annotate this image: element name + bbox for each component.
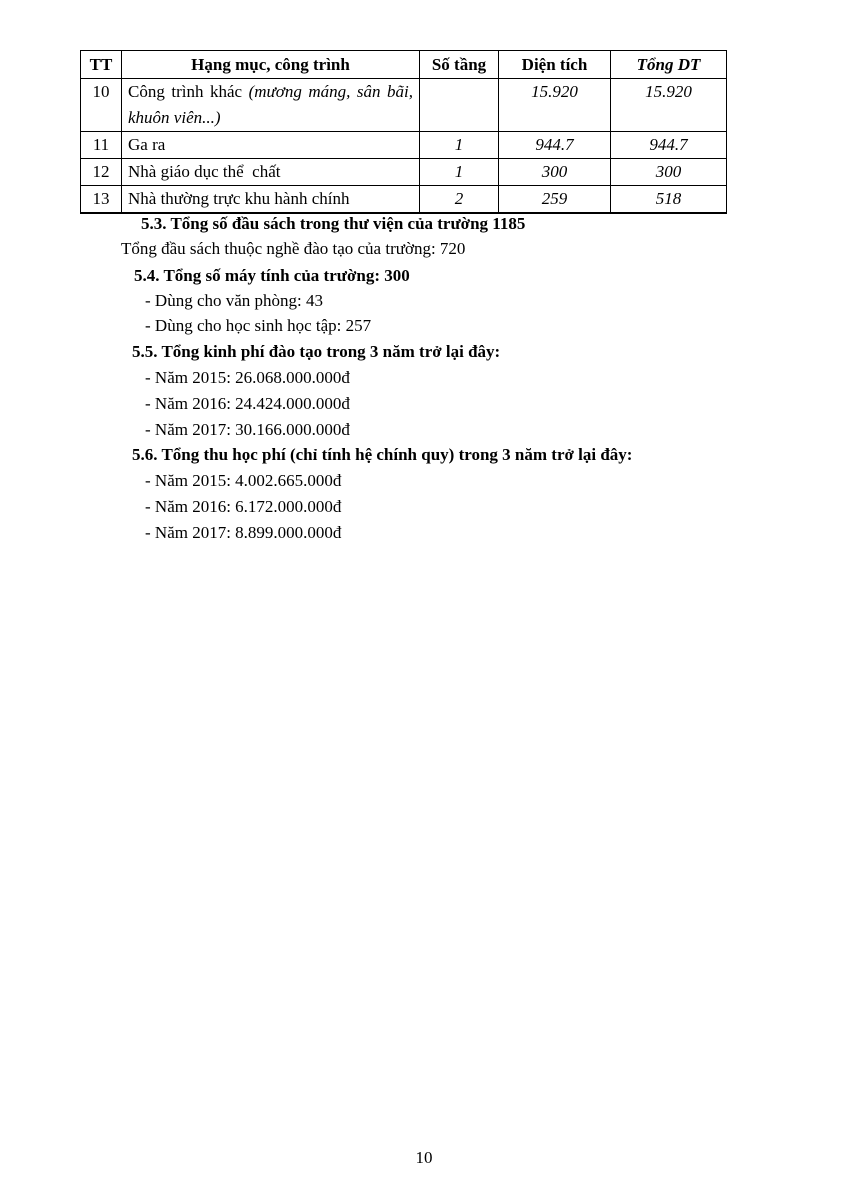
row-floors (420, 79, 499, 132)
row-area: 15.920 (499, 79, 611, 132)
section-5-6-item: - Năm 2015: 4.002.665.000đ (145, 471, 342, 490)
row-area: 944.7 (499, 132, 611, 159)
row-tt: 11 (81, 132, 122, 159)
section-5-5-item: - Năm 2015: 26.068.000.000đ (145, 368, 350, 387)
row-name-text: Công trình khác (128, 82, 243, 101)
table-row (81, 159, 727, 186)
row-name: Nhà thường trực khu hành chính (122, 186, 420, 214)
row-area: 259 (499, 186, 611, 214)
section-5-5-item: - Năm 2016: 24.424.000.000đ (145, 394, 350, 413)
table-row (81, 132, 727, 159)
section-5-3-heading: 5.3. Tổng số đầu sách trong thư viện của trường 1185 (141, 214, 526, 233)
row-total: 518 (611, 186, 727, 214)
row-total: 300 (611, 159, 727, 186)
row-name-note: (mương máng, sân bãi, khuôn viên...) (128, 82, 413, 127)
row-tt: 10 (81, 79, 122, 132)
header-total-area: Tổng DT (611, 51, 727, 79)
section-5-6-item: - Năm 2016: 6.172.000.000đ (145, 497, 342, 516)
section-5-5-item: - Năm 2017: 30.166.000.000đ (145, 420, 350, 439)
header-area: Diện tích (499, 51, 611, 79)
header-tt: TT (81, 51, 122, 79)
section-5-3-line: Tổng đầu sách thuộc nghề đào tạo của trường: 720 (121, 239, 466, 258)
section-5-4-item: - Dùng cho học sinh học tập: 257 (145, 316, 372, 335)
row-tt: 12 (81, 159, 122, 186)
row-name: Nhà giáo dục thể chất (122, 159, 420, 186)
row-name (122, 79, 420, 132)
table-row (81, 79, 727, 132)
section-5-5-heading: 5.5. Tổng kinh phí đào tạo trong 3 năm trở lại đây: (132, 342, 501, 361)
table-row (81, 186, 727, 214)
row-floors: 1 (420, 132, 499, 159)
section-5-6-heading: 5.6. Tổng thu học phí (chỉ tính hệ chính quy) trong 3 năm trở lại đây: (132, 445, 633, 464)
infrastructure-table (80, 50, 727, 214)
page-number: 10 (415, 1148, 433, 1167)
section-5-4-item: - Dùng cho văn phòng: 43 (145, 291, 324, 310)
section-5-6-item: - Năm 2017: 8.899.000.000đ (145, 523, 342, 542)
row-area: 300 (499, 159, 611, 186)
row-name: Ga ra (122, 132, 420, 159)
section-5-4-heading: 5.4. Tổng số máy tính của trường: 300 (134, 266, 410, 285)
table-header-row (81, 51, 727, 79)
row-floors: 2 (420, 186, 499, 214)
row-tt: 13 (81, 186, 122, 214)
row-total: 944.7 (611, 132, 727, 159)
header-floors: Số tầng (420, 51, 499, 79)
row-floors: 1 (420, 159, 499, 186)
row-total: 15.920 (611, 79, 727, 132)
header-item: Hạng mục, công trình (122, 51, 420, 79)
